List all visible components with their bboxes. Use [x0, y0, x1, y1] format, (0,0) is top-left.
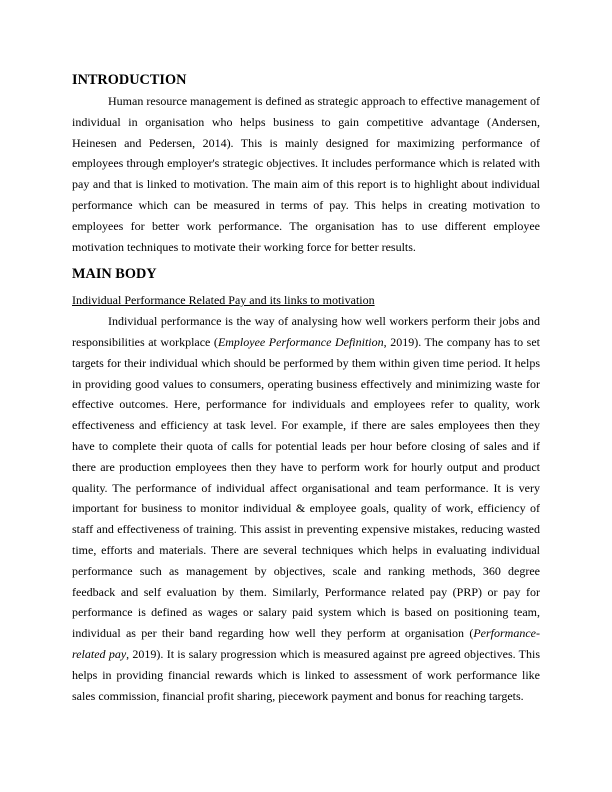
section-subheading: Individual Performance Related Pay and its links to motivation: [72, 293, 375, 308]
page-content: [72, 70, 540, 727]
main-body-paragraph-container: [72, 311, 540, 727]
main-body-paragraph: [72, 311, 540, 706]
citation-employee-performance-definition: Employee Performance Definition: [217, 334, 384, 349]
paragraph-text-part2: , 2019). The company has to set targets for their individual which should be performed by them within given time period. It helps in providing good values to consumers, operating business effectively and minimizing waste for effective outcomes. Here, performance for individuals and employees refer to quality, work effectiveness and efficiency at task level. For example, if there are sales employees then they have to complete their quota of calls for potential leads per hour before closing of sales and if there are production employees then they have to perform work for hourly output and product quality. The performance of individual affect organisational and team performance. It is very important for business to monitor individual & employee goals, quality of work, efficiency of staff and effectiveness of training. This assist in preventing expensive mistakes, reducing wasted time, efforts and materials. There are several techniques which helps in evaluating individual performance such as management by objectives, scale and ranking methods, 360 degree feedback and self evaluation by them. Similarly, Performance related pay (PRP) or pay for performance is defined as wages or salary paid system which is based on positioning team, individual as per their band regarding how well they perform at organisation (: [72, 334, 540, 641]
citation-performance-related-pay: Performance-related pay: [72, 626, 540, 661]
paragraph-text-part1: Individual performance is the way of analysing how well workers perform their jobs and responsibilities at workplace (: [72, 314, 540, 349]
main-body-heading: MAIN BODY: [72, 266, 157, 283]
introduction-paragraph: Human resource management is defined as strategic approach to effective management of individual in organisation who helps business to gain competitive advantage (Andersen, Heinesen and Pedersen, 2014). This is mainly designed for maximizing performance of employees through employer's strategic objectives. It includes performance which is related with pay and that is linked to motivation. The main aim of this report is to highlight about individual performance which can be measured in terms of pay. This helps in creating motivation to employees for better work performance. The organisation has to use different employee motivation techniques to motivate their working force for better results.: [72, 94, 540, 254]
paragraph-text-part3: , 2019). It is salary progression which is measured against pre agreed objectives. This helps in providing financial rewards which is linked to assessment of work performance like sales commission, financial profit sharing, piecework payment and bonus for reaching targets.: [72, 646, 540, 703]
introduction-heading: INTRODUCTION: [72, 72, 187, 88]
